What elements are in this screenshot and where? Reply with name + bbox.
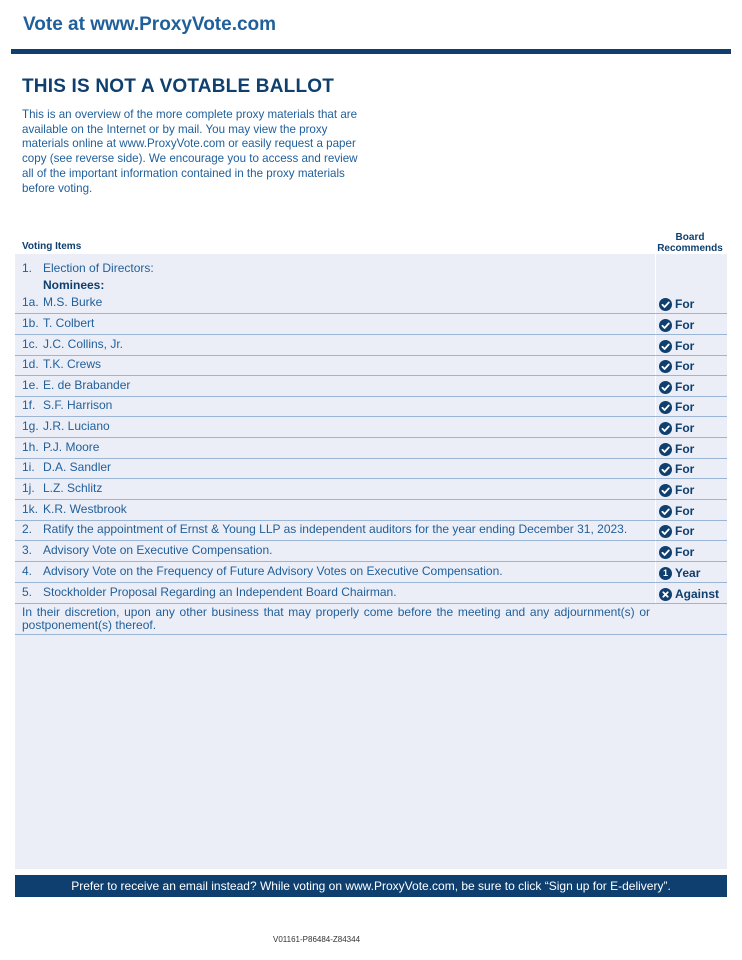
table-row xyxy=(15,417,727,438)
recommendation-text: Against xyxy=(675,587,720,601)
table-row xyxy=(15,541,727,562)
item-label: Election of Directors: xyxy=(43,261,154,275)
check-circle-icon xyxy=(659,505,672,518)
table-row xyxy=(15,356,727,376)
recommendation xyxy=(659,566,700,580)
item-number: 3. xyxy=(22,543,33,557)
header-title: Vote at www.ProxyVote.com xyxy=(23,14,277,35)
check-circle-icon xyxy=(659,443,672,456)
edelivery-banner: Prefer to receive an email instead? While voting on www.ProxyVote.com, be sure to click “Sign up for E-delivery”. xyxy=(15,875,727,897)
item-label: K.R. Westbrook xyxy=(43,502,127,516)
table-row xyxy=(15,438,727,459)
recommendation-text: Year xyxy=(675,566,701,580)
item-label: T.K. Crews xyxy=(43,357,102,371)
item-number: 4. xyxy=(22,564,33,578)
item-number: 5. xyxy=(22,585,33,599)
item-number: 2. xyxy=(22,522,33,536)
table-row xyxy=(15,397,727,417)
item-number: 1b. xyxy=(22,316,39,330)
item-number: 1. xyxy=(22,261,33,275)
item-label: Stockholder Proposal Regarding an Independent Board Chairman. xyxy=(43,585,397,599)
item-number: 1c. xyxy=(22,337,39,351)
item-label: L.Z. Schlitz xyxy=(43,481,103,495)
discretion-rule xyxy=(15,634,727,635)
recommendation-text: For xyxy=(675,297,695,311)
item-label: M.S. Burke xyxy=(43,295,103,309)
check-circle-icon xyxy=(659,298,672,311)
item-label: J.C. Collins, Jr. xyxy=(43,337,124,351)
header-rule xyxy=(11,49,731,54)
board-recommends-line2: Recommends xyxy=(657,243,723,254)
voting-items-header: Voting Items xyxy=(22,241,82,252)
item-label: Advisory Vote on the Frequency of Future Advisory Votes on Executive Compensation. xyxy=(43,564,503,578)
recommendation-text: For xyxy=(675,524,695,538)
recommendation xyxy=(659,442,694,456)
intro-paragraph: This is an overview of the more complete proxy materials that are available on the Internet or by mail. You may view the proxy materials online at www.ProxyVote.com or easily request a paper copy (see reverse side). We encourage you to access and review all of the important information contained in the proxy materials before voting. xyxy=(22,108,358,195)
recommendation-text: For xyxy=(675,442,695,456)
recommendation xyxy=(659,359,694,373)
recommendation-text: For xyxy=(675,421,695,435)
table-row xyxy=(15,314,727,335)
check-circle-icon xyxy=(659,340,672,353)
recommendation xyxy=(659,380,694,394)
board-recommends-header xyxy=(654,232,726,254)
nominees-label: Nominees: xyxy=(43,278,105,292)
item-number: 1i. xyxy=(22,460,35,474)
recommendation-text: For xyxy=(675,545,695,559)
recommendation-text: For xyxy=(675,339,695,353)
item-number: 1h. xyxy=(22,440,39,454)
table-row xyxy=(15,254,727,314)
check-circle-icon xyxy=(659,463,672,476)
table-row xyxy=(15,335,727,356)
discretion-text: In their discretion, upon any other business that may properly come before the meeting and any adjournment(s) or postponement(s) thereof. xyxy=(22,605,650,632)
check-circle-icon xyxy=(659,422,672,435)
item-label: Advisory Vote on Executive Compensation. xyxy=(43,543,273,557)
table-row xyxy=(15,376,727,397)
item-label: T. Colbert xyxy=(43,316,95,330)
icon-number: 1 xyxy=(662,567,668,578)
item-label: D.A. Sandler xyxy=(43,460,112,474)
item-number: 1k. xyxy=(22,502,39,516)
table-row xyxy=(15,500,727,521)
recommendation-text: For xyxy=(675,504,695,518)
recommendation xyxy=(659,545,694,559)
recommendation xyxy=(659,587,719,601)
recommendation xyxy=(659,400,694,414)
check-circle-icon xyxy=(659,525,672,538)
item-label: P.J. Moore xyxy=(43,440,100,454)
check-circle-icon xyxy=(659,381,672,394)
recommendation-text: For xyxy=(675,359,695,373)
board-recommends-line1: Board xyxy=(675,232,705,243)
one-circle-icon xyxy=(659,567,672,580)
item-label: S.F. Harrison xyxy=(43,398,113,412)
item-number: 1f. xyxy=(22,398,36,412)
table-row xyxy=(15,479,727,500)
check-circle-icon xyxy=(659,484,672,497)
recommendation xyxy=(659,504,694,518)
item-number: 1e. xyxy=(22,378,39,392)
item-label: E. de Brabander xyxy=(43,378,131,392)
item-number: 1d. xyxy=(22,357,39,371)
check-circle-icon xyxy=(659,360,672,373)
recommendation xyxy=(659,524,694,538)
item-label: Ratify the appointment of Ernst & Young LLP as independent auditors for the year ending December 31, 2023. xyxy=(43,522,628,536)
item-number: 1a. xyxy=(22,295,39,309)
recommendation-text: For xyxy=(675,400,695,414)
table-row xyxy=(15,562,727,583)
recommendation-text: For xyxy=(675,483,695,497)
table-row xyxy=(15,459,727,479)
document-code: V01161-P86484-Z84344 xyxy=(273,935,361,944)
check-circle-icon xyxy=(659,319,672,332)
item-number: 1j. xyxy=(22,481,35,495)
recommendation xyxy=(659,297,694,311)
recommendation xyxy=(659,318,694,332)
recommendation-text: For xyxy=(675,462,695,476)
item-label: J.R. Luciano xyxy=(43,419,110,433)
item-number: 1g. xyxy=(22,419,39,433)
recommendation-text: For xyxy=(675,318,695,332)
table-row xyxy=(15,521,727,541)
recommendation xyxy=(659,483,694,497)
check-circle-icon xyxy=(659,401,672,414)
table-row xyxy=(15,583,727,604)
recommendation xyxy=(659,462,694,476)
recommendation-text: For xyxy=(675,380,695,394)
x-circle-icon xyxy=(659,588,672,601)
check-circle-icon xyxy=(659,546,672,559)
recommendation xyxy=(659,339,694,353)
ballot-title: THIS IS NOT A VOTABLE BALLOT xyxy=(22,76,335,97)
recommendation xyxy=(659,421,694,435)
